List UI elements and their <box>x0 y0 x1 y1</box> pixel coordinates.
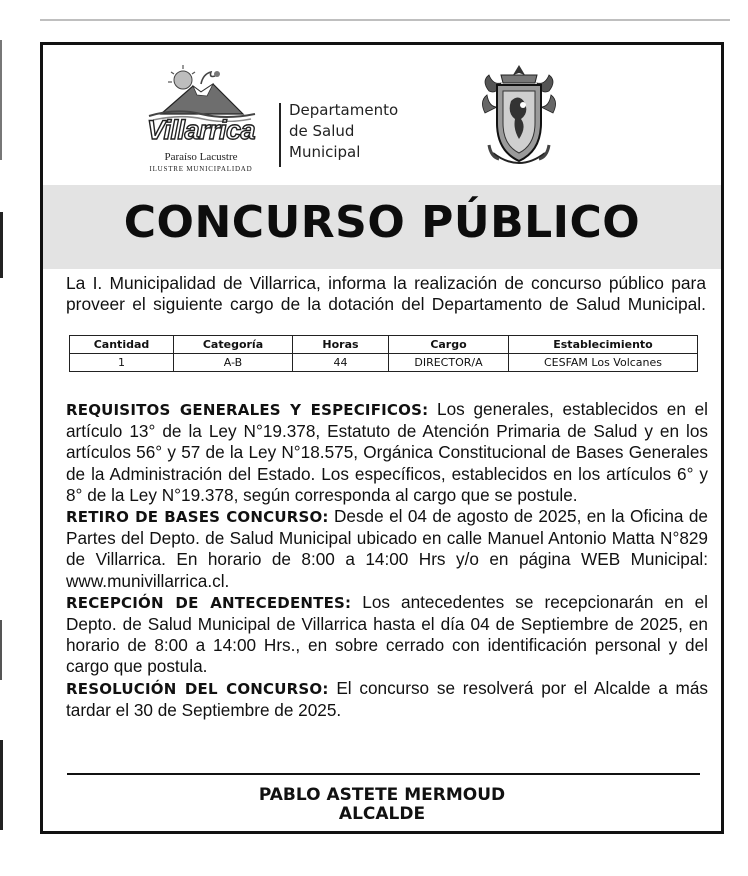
page-edge-mark <box>0 40 2 160</box>
table-header-cell: Cantidad <box>70 336 174 354</box>
position-table <box>69 335 698 372</box>
section-label: RECEPCIÓN DE ANTECEDENTES: <box>66 593 352 612</box>
logo-divider <box>279 103 281 167</box>
resolution-section <box>66 678 708 721</box>
reception-section <box>66 592 708 678</box>
department-line: Municipal <box>289 143 361 161</box>
section-label: REQUISITOS GENERALES Y ESPECIFICOS: <box>66 401 429 419</box>
bases-section <box>66 506 708 592</box>
page-edge-mark <box>0 212 3 278</box>
municipal-logo <box>131 62 271 184</box>
table-header-cell: Cargo <box>389 336 509 354</box>
top-divider <box>40 19 730 21</box>
table-header-cell: Horas <box>293 336 389 354</box>
page-title: CONCURSO PÚBLICO <box>123 197 641 248</box>
intro-line: La I. Municipalidad de Villarrica, informa la realización de concurso público para <box>66 273 706 293</box>
notice-body <box>66 399 708 721</box>
section-text: Desde el 04 de agosto de 2025, en la Oficina de Partes del Depto. de Salud Municipal ubicado en calle Manuel Antonio Matta N°829 de Villarrica. En horario de 8:00 a 14:00 Hrs y/o en página WEB Municipal: www.munivillarrica.cl. <box>66 506 708 591</box>
table-cell: A-B <box>174 354 293 372</box>
table-cell: DIRECTOR/A <box>389 354 509 372</box>
table-row <box>70 354 698 372</box>
signatory-role: ALCALDE <box>338 804 426 824</box>
page-edge-mark <box>0 620 2 680</box>
coat-of-arms-icon <box>479 61 559 173</box>
section-text: Los generales, establecidos en el artículo 13° de la Ley N°19.378, Estatuto de Atención Primaria de Salud y en los artículos 56° y 57 de la Ley N°18.575, Orgánica Constitucional de Bases Generales de la Administración del Estado. Los específicos, establecidos en los artículos 6° y 8° de la Ley N°19.378, según corresponda al cargo que se postule. <box>66 399 708 505</box>
logo-brand-text: Villarrica <box>146 115 256 145</box>
intro-line: proveer el siguiente cargo de la dotación del Departamento de Salud Municipal. <box>66 294 706 314</box>
table-header-row <box>70 336 698 354</box>
department-line: de Salud <box>289 122 355 140</box>
table-cell: 1 <box>70 354 174 372</box>
intro-paragraph <box>66 273 706 315</box>
logo-tagline: Paraíso Lacustre <box>164 151 238 163</box>
notice-header <box>43 45 721 195</box>
villarrica-volcano-logo-icon <box>131 62 271 122</box>
logo-subtitle: ILUSTRE MUNICIPALIDAD <box>149 165 253 173</box>
section-text: Los antecedentes se recepcionarán en el Depto. de Salud Municipal de Villarrica hasta el día 04 de Septiembre de 2025, en horario de 8:00 a 14:00 Hrs., en sobre cerrado con identificación personal y del cargo que postula. <box>66 591 708 677</box>
section-label: RETIRO DE BASES CONCURSO: <box>66 508 329 527</box>
table-header-cell: Establecimiento <box>509 336 698 354</box>
signatory-name: PABLO ASTETE MERMOUD <box>258 785 506 805</box>
department-line: Departamento <box>289 101 399 119</box>
page-edge-mark <box>0 740 3 830</box>
table-header-cell: Categoría <box>174 336 293 354</box>
notice-frame <box>40 42 724 834</box>
department-name <box>289 100 398 163</box>
requirements-section <box>66 399 708 506</box>
table-cell: CESFAM Los Volcanes <box>509 354 698 372</box>
section-label: RESOLUCIÓN DEL CONCURSO: <box>66 679 329 698</box>
signature-divider <box>67 773 700 775</box>
table-cell: 44 <box>293 354 389 372</box>
section-text: El concurso se resolverá por el Alcalde a más tardar el 30 de Septiembre de 2025. <box>66 677 708 720</box>
